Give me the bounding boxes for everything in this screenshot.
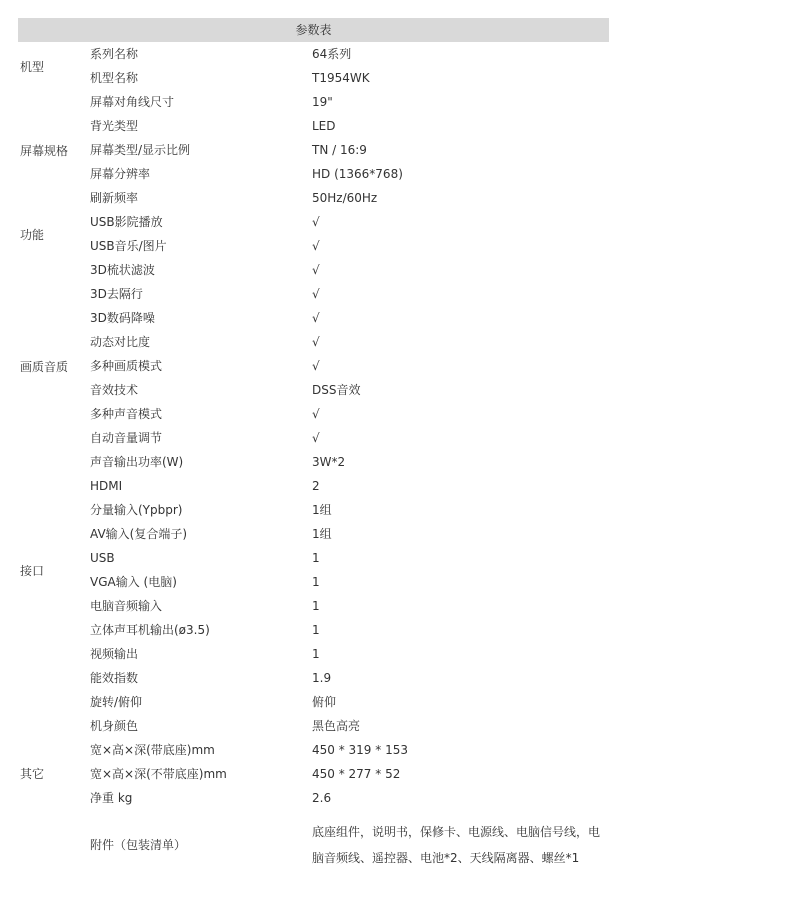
- spec-name: 多种画质模式: [90, 359, 163, 373]
- table-row: [90, 666, 609, 690]
- spec-name: 旋转/俯仰: [90, 695, 143, 709]
- spec-name: 系列名称: [90, 47, 139, 61]
- spec-value: 俯仰: [312, 695, 337, 709]
- spec-value: √: [312, 311, 320, 325]
- table-row: [90, 378, 609, 402]
- spec-value: √: [312, 287, 320, 301]
- spec-group: [18, 666, 609, 880]
- table-row: [90, 714, 609, 738]
- spec-value: √: [312, 335, 320, 349]
- spec-value: TN / 16:9: [312, 143, 367, 157]
- spec-name: 净重 kg: [90, 791, 133, 805]
- table-row: [90, 210, 609, 234]
- spec-name: USB: [90, 551, 115, 565]
- spec-name: 屏幕类型/显示比例: [90, 143, 191, 157]
- table-row: [90, 354, 609, 378]
- table-row: [90, 738, 609, 762]
- spec-value: 底座组件，说明书，保修卡、电源线、电脑信号线，电脑音频线、遥控器、电池*2、天线隔离器、螺丝*1: [312, 825, 601, 865]
- table-row: [90, 258, 609, 282]
- spec-value: 3W*2: [312, 455, 346, 469]
- group-label: 功能: [20, 227, 45, 242]
- spec-value: 1: [312, 575, 320, 589]
- table-row: [90, 762, 609, 786]
- spec-value: √: [312, 359, 320, 373]
- table-title: 参数表: [18, 18, 609, 42]
- spec-name: 自动音量调节: [90, 431, 163, 445]
- group-rows: [90, 90, 609, 210]
- spec-value: 1.9: [312, 671, 332, 685]
- spec-name: 音效技术: [90, 383, 139, 397]
- spec-group: [18, 210, 609, 258]
- spec-name: 分量输入(Ypbpr): [90, 503, 183, 517]
- spec-value: LED: [312, 119, 336, 133]
- group-label: 屏幕规格: [20, 143, 69, 158]
- spec-name: 能效指数: [90, 671, 139, 685]
- spec-value: 50Hz/60Hz: [312, 191, 378, 205]
- group-label: 画质音质: [20, 359, 69, 374]
- spec-value: 1: [312, 551, 320, 565]
- table-row: [90, 114, 609, 138]
- table-row: [90, 234, 609, 258]
- spec-name: VGA输入 (电脑): [90, 575, 177, 589]
- spec-name: 附件（包装清单）: [90, 838, 187, 852]
- spec-value: 1: [312, 599, 320, 613]
- spec-value: HD (1366*768): [312, 167, 403, 181]
- spec-name: 动态对比度: [90, 335, 151, 349]
- spec-name: 屏幕分辨率: [90, 167, 151, 181]
- spec-value: √: [312, 239, 320, 253]
- table-row: [90, 474, 609, 498]
- table-row: [90, 642, 609, 666]
- group-rows: [90, 258, 609, 474]
- spec-name: 视频输出: [90, 647, 139, 661]
- group-rows: [90, 474, 609, 666]
- spec-value: 1组: [312, 503, 332, 517]
- spec-name: 立体声耳机输出(ø3.5): [90, 623, 210, 637]
- table-row: [90, 498, 609, 522]
- spec-name: 多种声音模式: [90, 407, 163, 421]
- spec-name: USB影院播放: [90, 215, 163, 229]
- spec-value: DSS音效: [312, 383, 361, 397]
- spec-value: 1组: [312, 527, 332, 541]
- spec-name: 3D去隔行: [90, 287, 143, 301]
- spec-value: 64系列: [312, 47, 352, 61]
- spec-group: [18, 90, 609, 210]
- table-row: [90, 138, 609, 162]
- spec-group: [18, 474, 609, 666]
- spec-name: 刷新频率: [90, 191, 139, 205]
- spec-value: 19": [312, 95, 333, 109]
- table-body: [18, 42, 609, 880]
- table-row: [90, 570, 609, 594]
- spec-name: USB音乐/图片: [90, 239, 167, 253]
- spec-name: HDMI: [90, 479, 123, 493]
- spec-value: T1954WK: [312, 71, 370, 85]
- group-rows: [90, 666, 609, 880]
- spec-name: 宽×高×深(不带底座)mm: [90, 767, 227, 781]
- spec-name: 背光类型: [90, 119, 139, 133]
- table-row: [90, 594, 609, 618]
- table-row: [90, 618, 609, 642]
- table-row: [90, 306, 609, 330]
- group-label: 接口: [20, 563, 45, 578]
- spec-value: √: [312, 263, 320, 277]
- table-row: [90, 66, 609, 90]
- spec-name: 机型名称: [90, 71, 139, 85]
- spec-value: 1: [312, 623, 320, 637]
- table-row: [90, 42, 609, 66]
- table-row: [90, 186, 609, 210]
- spec-name: 宽×高×深(带底座)mm: [90, 743, 215, 757]
- table-row: [90, 162, 609, 186]
- spec-value: 1: [312, 647, 320, 661]
- spec-name: AV输入(复合端子): [90, 527, 188, 541]
- spec-value: 450 * 277 * 52: [312, 767, 401, 781]
- table-row: [90, 810, 609, 880]
- group-label: 其它: [20, 766, 45, 781]
- table-row: [90, 90, 609, 114]
- spec-value: √: [312, 215, 320, 229]
- spec-group: [18, 258, 609, 474]
- spec-value: √: [312, 407, 320, 421]
- spec-value: 黑色高亮: [312, 719, 361, 733]
- table-row: [90, 402, 609, 426]
- spec-name: 3D数码降噪: [90, 311, 155, 325]
- table-row: [90, 786, 609, 810]
- table-row: [90, 426, 609, 450]
- spec-name: 声音输出功率(W): [90, 455, 184, 469]
- group-label: 机型: [20, 59, 45, 74]
- spec-value: 2: [312, 479, 320, 493]
- spec-table: [18, 18, 609, 880]
- table-row: [90, 690, 609, 714]
- table-row: [90, 522, 609, 546]
- spec-value: √: [312, 431, 320, 445]
- spec-value: 450 * 319 * 153: [312, 743, 408, 757]
- table-row: [90, 330, 609, 354]
- table-row: [90, 546, 609, 570]
- spec-name: 机身颜色: [90, 719, 139, 733]
- group-rows: [90, 210, 609, 258]
- table-row: [90, 450, 609, 474]
- spec-value: 2.6: [312, 791, 332, 805]
- table-row: [90, 282, 609, 306]
- spec-name: 电脑音频输入: [90, 599, 163, 613]
- spec-name: 屏幕对角线尺寸: [90, 95, 175, 109]
- group-rows: [90, 42, 609, 90]
- spec-name: 3D梳状滤波: [90, 263, 155, 277]
- spec-group: [18, 42, 609, 90]
